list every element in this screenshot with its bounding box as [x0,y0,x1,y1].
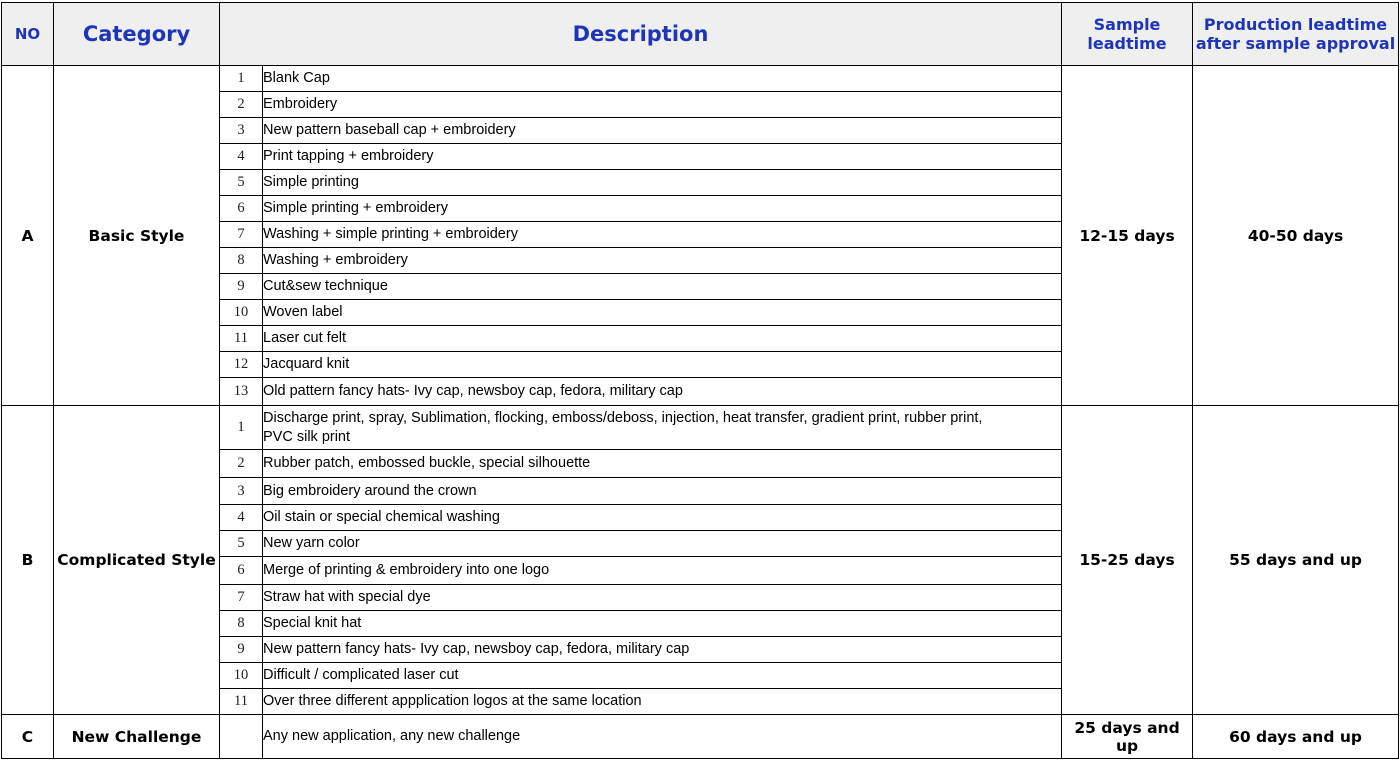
group-category: New Challenge [54,715,220,759]
item-number: 6 [220,557,263,585]
leadtime-table [1,2,1399,759]
group-category: Basic Style [54,66,220,406]
item-description-line: PVC silk print [263,428,351,445]
production-leadtime: 40-50 days [1193,66,1399,406]
item-description: Cut&sew technique [263,274,1062,300]
item-number: 12 [220,352,263,378]
item-number: 1 [220,406,263,450]
item-description: Old pattern fancy hats- Ivy cap, newsboy cap, fedora, military cap [263,378,1062,406]
item-number: 9 [220,637,263,663]
header-sample-line-2: leadtime [1087,34,1167,53]
item-description: Straw hat with special dye [263,585,1062,611]
header-production-line-2: after sample approval [1195,34,1396,53]
item-description: Big embroidery around the crown [263,478,1062,505]
header-no: NO [2,3,54,66]
sample-leadtime: 12-15 days [1062,66,1193,406]
item-number: 10 [220,300,263,326]
item-description: Print tapping + embroidery [263,144,1062,170]
item-number: 6 [220,196,263,222]
item-number: 1 [220,66,263,92]
group-no: C [2,715,54,759]
item-description: New pattern fancy hats- Ivy cap, newsboy cap, fedora, military cap [263,637,1062,663]
sample-leadtime: 15-25 days [1062,406,1193,715]
item-description: Washing + simple printing + embroidery [263,222,1062,248]
item-number: 11 [220,326,263,352]
item-description: Laser cut felt [263,326,1062,352]
item-description: New pattern baseball cap + embroidery [263,118,1062,144]
item-number: 4 [220,144,263,170]
item-description: Difficult / complicated laser cut [263,663,1062,689]
item-number: 7 [220,222,263,248]
item-number: 9 [220,274,263,300]
item-description: Embroidery [263,92,1062,118]
item-description [263,406,1062,450]
production-leadtime: 60 days and up [1193,715,1399,759]
item-description: Over three different appplication logos at the same location [263,689,1062,715]
header-description: Description [220,3,1062,66]
item-description: Any new application, any new challenge [263,715,1062,759]
item-number: 3 [220,118,263,144]
group-category: Complicated Style [54,406,220,715]
item-number: 5 [220,531,263,557]
item-description: Oil stain or special chemical washing [263,505,1062,531]
item-number: 13 [220,378,263,406]
item-description: Simple printing [263,170,1062,196]
header-production-line-1: Production leadtime [1203,15,1388,34]
item-description: Simple printing + embroidery [263,196,1062,222]
item-description-line: Discharge print, spray, Sublimation, flocking, emboss/deboss, injection, heat transfer, gradient print, rubber print, [263,409,983,426]
item-number: 10 [220,663,263,689]
sample-leadtime-line: up [1115,736,1139,755]
item-description: Blank Cap [263,66,1062,92]
item-description: Rubber patch, embossed buckle, special silhouette [263,450,1062,478]
production-leadtime: 55 days and up [1193,406,1399,715]
item-number [220,715,263,759]
table-row [2,66,1399,92]
table-row [2,715,1399,759]
item-number: 7 [220,585,263,611]
header-sample-line-1: Sample [1093,15,1161,34]
item-number: 8 [220,611,263,637]
item-description: Washing + embroidery [263,248,1062,274]
sample-leadtime-line: 25 days and [1074,718,1180,737]
header-row [2,3,1399,66]
item-description: Merge of printing & embroidery into one logo [263,557,1062,585]
group-no: B [2,406,54,715]
item-number: 4 [220,505,263,531]
item-number: 5 [220,170,263,196]
item-number: 8 [220,248,263,274]
header-production-leadtime [1193,3,1399,66]
sample-leadtime [1062,715,1193,759]
item-number: 3 [220,478,263,505]
item-description: Special knit hat [263,611,1062,637]
item-description: Jacquard knit [263,352,1062,378]
table-row [2,406,1399,450]
group-no: A [2,66,54,406]
item-number: 11 [220,689,263,715]
item-description: Woven label [263,300,1062,326]
header-sample-leadtime [1062,3,1193,66]
item-description: New yarn color [263,531,1062,557]
table-body [2,66,1399,759]
item-number: 2 [220,450,263,478]
item-number: 2 [220,92,263,118]
header-category: Category [54,3,220,66]
